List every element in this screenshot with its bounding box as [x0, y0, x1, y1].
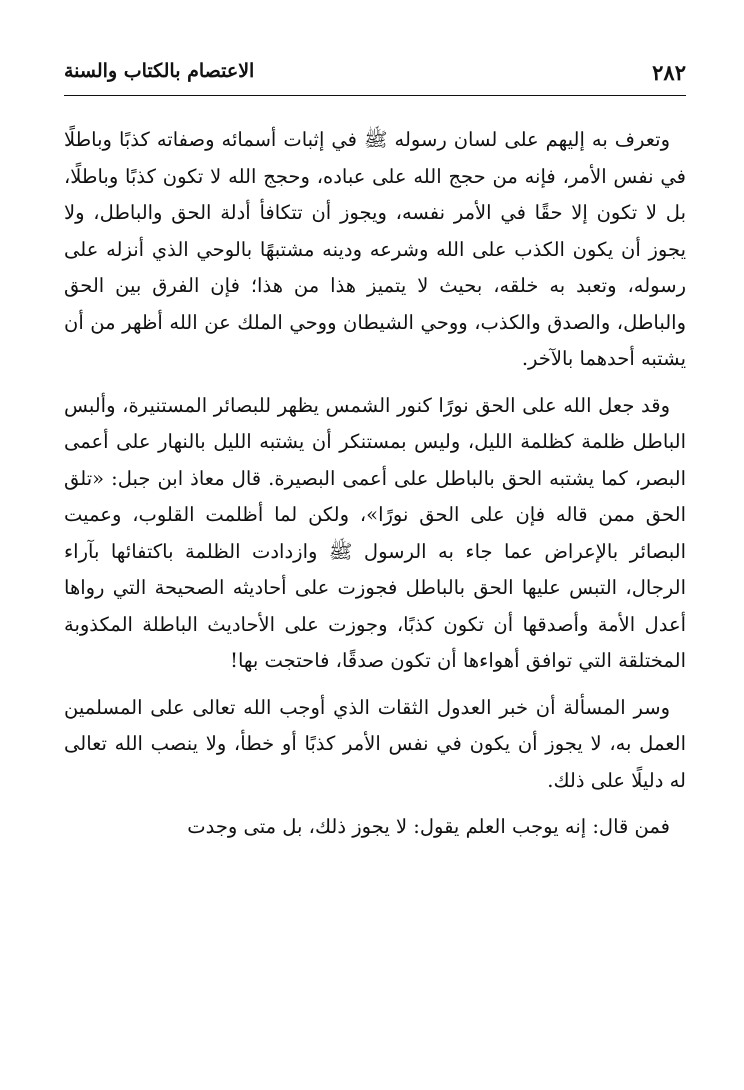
paragraph-3-text: وسر المسألة أن خبر العدول الثقات الذي أوجب الله تعالى على المسلمين العمل به، لا يجوز أن يكون في نفس الأمر كذبًا أو خطأ، ولا ينصب الله تعالى له دليلًا على ذلك. [64, 695, 686, 792]
body-text [64, 122, 686, 846]
paragraph-2 [64, 388, 686, 680]
paragraph-2-text: وقد جعل الله على الحق نورًا كنور الشمس يظهر للبصائر المستنيرة، وألبس الباطل ظلمة كظلمة الليل، وليس بمستنكر أن يشتبه الليل بالنهار على أعمى البصر، كما يشتبه الحق بالباطل على أعمى البصيرة. قال معاذ ابن جبل: «تلق الحق ممن قاله فإن على الحق نورًا»، ولكن لما أظلمت القلوب، وعميت البصائر بالإعراض عما جاء به الرسول ﷺ وازدادت الظلمة باكتفائها بآراء الرجال، التبس عليها الحق بالباطل فجوزت على أحاديثه الصحيحة التي رواها أعدل الأمة وأصدقها أن تكون كذبًا، وجوزت على الأحاديث الباطلة المكذوبة المختلقة التي توافق أهواءها أن تكون صدقًا، فاحتجت بها! [64, 393, 686, 672]
paragraph-1 [64, 122, 686, 378]
paragraph-1-text: وتعرف به إليهم على لسان رسوله ﷺ في إثبات أسمائه وصفاته كذبًا وباطلًا في نفس الأمر، فإنه من حجج الله على عباده، وحجج الله لا تكون كذبًا وباطلًا، بل لا تكون إلا حقًا في الأمر نفسه، ويجوز أن تتكافأ أدلة الحق والباطل، ولا يجوز أن يكون الكذب على الله وشرعه ودينه مشتبهًا بالوحي الذي أنزله على رسوله، وتعبد به خلقه، بحيث لا يتميز هذا من هذا؛ فإن الفرق بين الحق والباطل، والصدق والكذب، ووحي الشيطان ووحي الملك عن الله أظهر من أن يشتبه أحدهما بالآخر. [64, 128, 686, 370]
header-rule [64, 95, 686, 96]
paragraph-3 [64, 690, 686, 800]
paragraph-4 [64, 809, 686, 846]
page-number: ٢٨٢ [652, 60, 686, 85]
running-title: الاعتصام بالكتاب والسنة [64, 60, 255, 82]
paragraph-4-text: فمن قال: إنه يوجب العلم يقول: لا يجوز ذلك، بل متى وجدت [187, 815, 670, 838]
page-header [64, 58, 686, 92]
